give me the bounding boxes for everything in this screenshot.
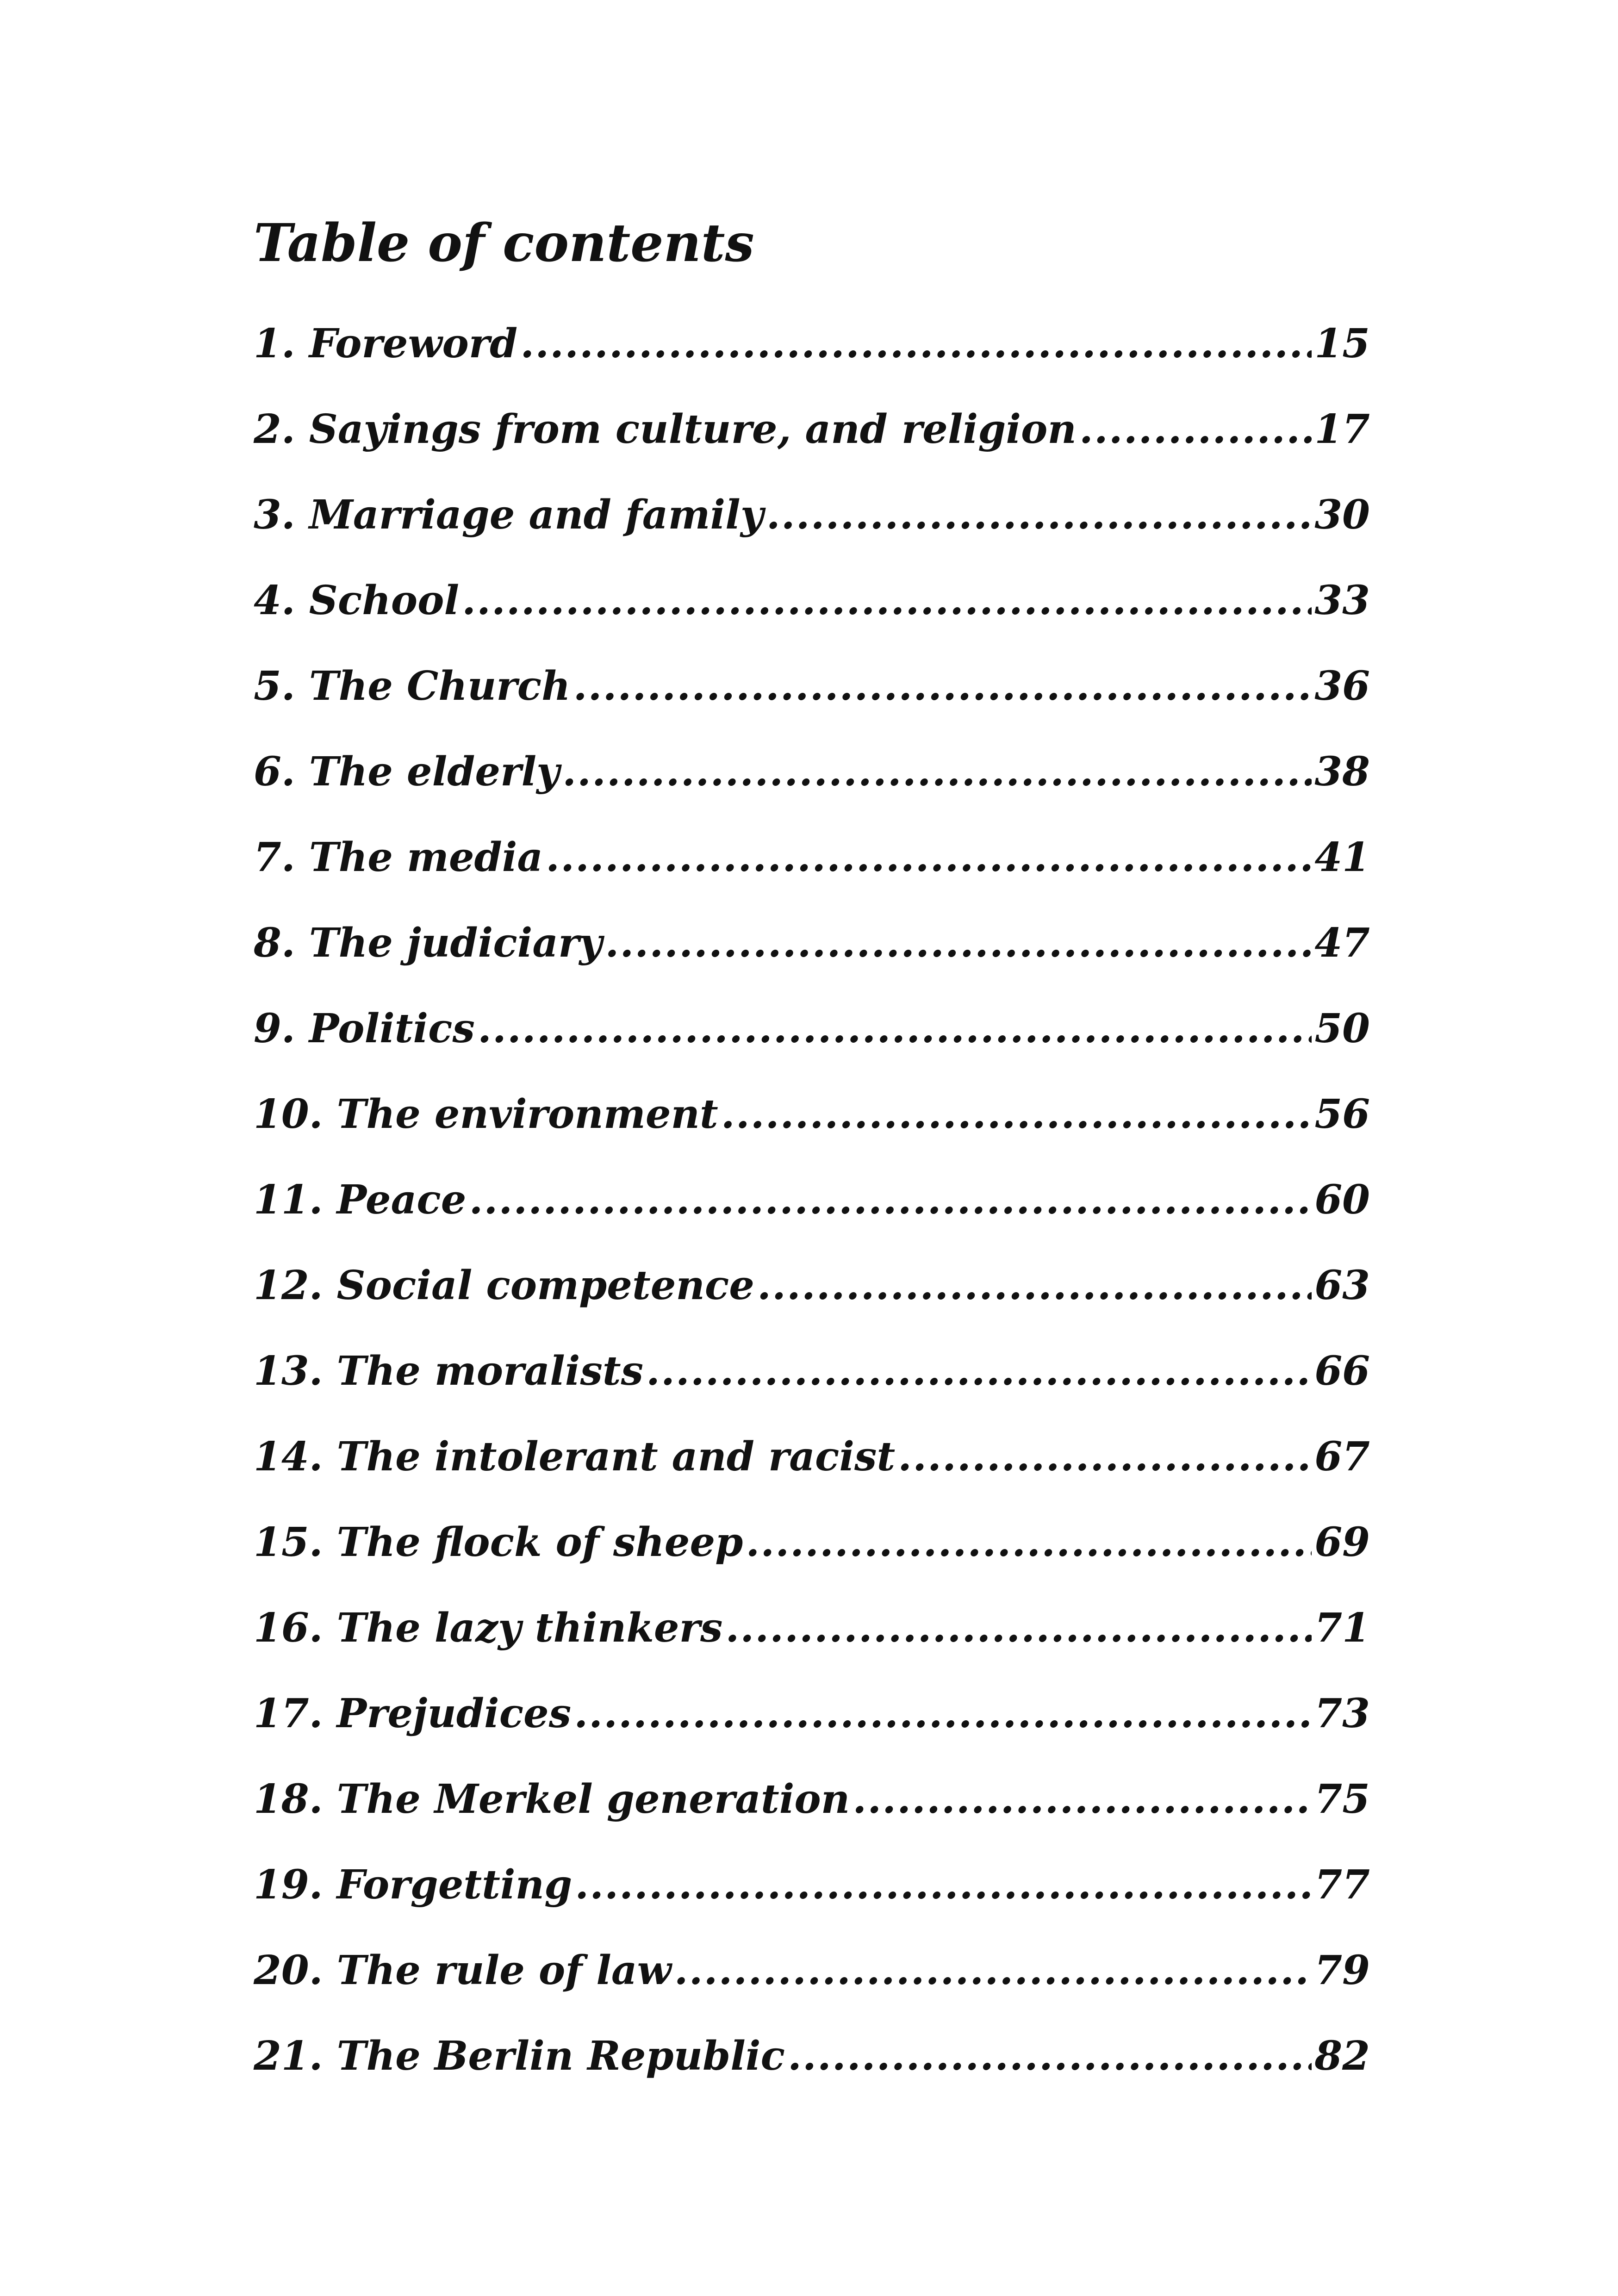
- toc-entry-page: 36: [1314, 663, 1370, 709]
- toc-entry-page: 50: [1314, 1005, 1370, 1052]
- toc-entry-label: 4. School: [254, 577, 460, 624]
- dot-leader: [746, 1523, 1312, 1562]
- toc-entry-label: 5. The Church: [254, 663, 571, 709]
- toc-entry: [254, 2033, 1370, 2122]
- toc-entry-page: 33: [1314, 577, 1370, 624]
- toc-entry-label: 13. The moralists: [254, 1348, 644, 1394]
- toc-entry-page: 73: [1314, 1690, 1370, 1737]
- toc-entry-label: 11. Peace: [254, 1176, 467, 1223]
- dot-leader: [898, 1437, 1312, 1477]
- toc-entry-label: 15. The flock of sheep: [254, 1519, 743, 1566]
- dot-leader: [574, 1694, 1312, 1734]
- toc-entry-label: 9. Politics: [254, 1005, 475, 1052]
- dot-leader: [766, 495, 1312, 535]
- toc-entry-page: 60: [1314, 1176, 1370, 1223]
- dot-leader: [573, 666, 1312, 706]
- dot-leader: [605, 923, 1312, 963]
- toc-entry: [254, 1091, 1370, 1180]
- dot-leader: [674, 1951, 1312, 1991]
- dot-leader: [562, 752, 1312, 792]
- toc-entry: [254, 406, 1370, 495]
- toc-entry-label: 16. The lazy thinkers: [254, 1605, 723, 1651]
- toc-entry-page: 69: [1314, 1519, 1370, 1566]
- toc-entry-label: 18. The Merkel generation: [254, 1776, 850, 1823]
- toc-entry: [254, 1348, 1370, 1437]
- toc-entry-page: 75: [1314, 1776, 1370, 1823]
- dot-leader: [478, 1009, 1312, 1049]
- toc-entry: [254, 834, 1370, 923]
- toc-entry-label: 10. The environment: [254, 1091, 718, 1138]
- dot-leader: [575, 1865, 1312, 1905]
- toc-entry: [254, 663, 1370, 752]
- dot-leader: [462, 581, 1312, 621]
- toc-entry: [254, 748, 1370, 838]
- toc-entry: [254, 1861, 1370, 1951]
- toc-entry-label: 8. The judiciary: [254, 920, 603, 966]
- toc-entry: [254, 1690, 1370, 1780]
- toc-entry: [254, 1262, 1370, 1351]
- toc-entry-label: 6. The elderly: [254, 748, 560, 795]
- toc-title: Table of contents: [254, 213, 754, 274]
- toc-list: [254, 320, 1370, 2122]
- toc-entry: [254, 320, 1370, 410]
- toc-entry-page: 66: [1314, 1348, 1370, 1394]
- toc-entry: [254, 577, 1370, 666]
- toc-entry-label: 12. Social competence: [254, 1262, 755, 1309]
- toc-entry-page: 56: [1314, 1091, 1370, 1138]
- dot-leader: [853, 1780, 1312, 1819]
- dot-leader: [646, 1351, 1312, 1391]
- toc-entry-page: 15: [1314, 320, 1370, 367]
- toc-entry: [254, 1519, 1370, 1608]
- toc-entry: [254, 1947, 1370, 2036]
- toc-entry-page: 77: [1314, 1861, 1370, 1908]
- toc-entry-page: 17: [1314, 406, 1370, 453]
- dot-leader: [757, 1266, 1312, 1306]
- dot-leader: [721, 1095, 1312, 1134]
- toc-entry-label: 20. The rule of law: [254, 1947, 672, 1994]
- toc-entry-page: 79: [1314, 1947, 1370, 1994]
- toc-entry-page: 41: [1314, 834, 1370, 881]
- dot-leader: [725, 1608, 1312, 1648]
- toc-entry-label: 2. Sayings from culture, and religion: [254, 406, 1077, 453]
- toc-entry-page: 67: [1314, 1433, 1370, 1480]
- toc-entry-label: 17. Prejudices: [254, 1690, 572, 1737]
- dot-leader: [469, 1180, 1312, 1220]
- toc-entry-page: 82: [1314, 2033, 1370, 2079]
- toc-entry-label: 14. The intolerant and racist: [254, 1433, 896, 1480]
- toc-entry: [254, 1433, 1370, 1523]
- toc-entry: [254, 920, 1370, 1009]
- toc-entry: [254, 492, 1370, 581]
- toc-entry-page: 47: [1314, 920, 1370, 966]
- toc-entry-label: 19. Forgetting: [254, 1861, 573, 1908]
- toc-entry-page: 38: [1314, 748, 1370, 795]
- dot-leader: [788, 2036, 1312, 2076]
- toc-entry: [254, 1605, 1370, 1694]
- dot-leader: [1079, 410, 1312, 449]
- toc-entry: [254, 1176, 1370, 1266]
- toc-entry-page: 63: [1314, 1262, 1370, 1309]
- toc-entry-label: 3. Marriage and family: [254, 492, 764, 538]
- dot-leader: [520, 324, 1312, 364]
- toc-entry-label: 7. The media: [254, 834, 543, 881]
- dot-leader: [546, 838, 1312, 877]
- toc-entry-page: 71: [1314, 1605, 1370, 1651]
- toc-entry-page: 30: [1314, 492, 1370, 538]
- toc-entry: [254, 1005, 1370, 1095]
- toc-entry: [254, 1776, 1370, 1865]
- toc-entry-label: 1. Foreword: [254, 320, 518, 367]
- toc-entry-label: 21. The Berlin Republic: [254, 2033, 785, 2079]
